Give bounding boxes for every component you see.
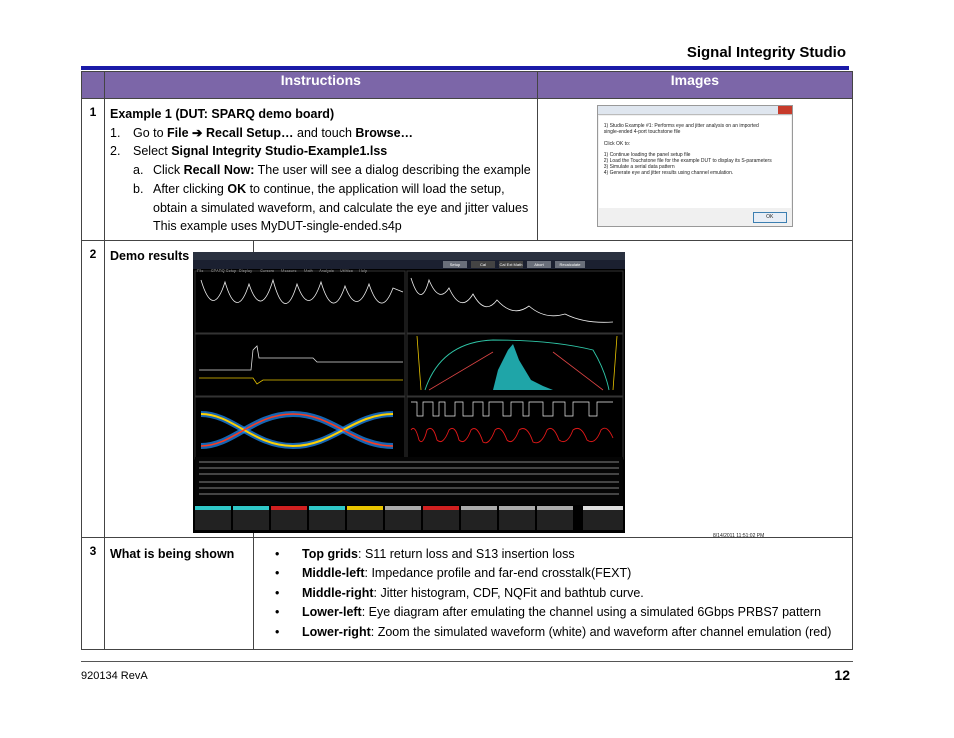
step-button-name: OK	[227, 181, 247, 196]
row2-title: Demo results	[110, 248, 190, 263]
list-item	[275, 584, 852, 603]
scope-cal-button: Cal	[471, 261, 495, 268]
row3-title: What is being shown	[110, 546, 235, 561]
step-2b-cont: obtain a simulated waveform, and calculate the eye and jitter values	[153, 200, 529, 215]
measurement-row	[199, 481, 619, 483]
row-number: 2	[82, 240, 105, 537]
dialog-text: single-ended 4-port touchstone file	[603, 129, 681, 135]
list-item	[275, 603, 852, 622]
bullet-label: Lower-right	[302, 624, 371, 639]
scope-timestamp: 8/14/2011 11:51:02 PM	[713, 532, 765, 539]
s13-trace	[411, 278, 613, 322]
channel-chip	[309, 506, 345, 530]
zoom-red-trace	[411, 428, 613, 443]
measurement-row	[199, 461, 619, 463]
step-text: and touch	[293, 125, 356, 140]
doc-id: 920134 RevA	[81, 670, 148, 682]
channel-chip	[423, 506, 459, 530]
dialog-ok-button: OK	[753, 212, 787, 223]
step-2b-note: This example uses MyDUT-single-ended.s4p	[153, 219, 402, 234]
step-2a	[110, 161, 531, 180]
channel-chip	[195, 506, 231, 530]
bullet-label: Lower-left	[302, 605, 362, 620]
shown-bullet-list	[253, 538, 852, 642]
scope-setup-button: Setup	[443, 261, 467, 268]
list-item	[275, 623, 852, 642]
channel-chip	[537, 506, 573, 530]
menu-file: File	[197, 267, 204, 273]
header-rule	[81, 66, 849, 70]
measurement-row	[199, 493, 619, 495]
menu-display: Display	[239, 267, 253, 273]
menu-help: Help	[359, 267, 368, 273]
measurement-row	[199, 473, 619, 475]
close-icon	[778, 106, 792, 114]
step-1	[110, 124, 531, 143]
panel-zoom	[407, 397, 623, 459]
panel-eye	[195, 397, 405, 459]
dialog-text: 2) Load the Touchstone file for the example DUT to display its S-parameters	[603, 158, 772, 164]
channel-chip	[385, 506, 421, 530]
step-file-name: Signal Integrity Studio-Example1.lss	[171, 144, 388, 159]
s11-trace	[201, 280, 403, 304]
step-text: Go to	[133, 125, 168, 140]
step-number: 2.	[110, 144, 121, 159]
dialog-text: 1) Studio Example #1: Performs eye and jitter analysis on an imported	[603, 123, 759, 129]
step-number: a.	[133, 163, 144, 178]
channel-chip	[233, 506, 269, 530]
measurement-table-graphic	[195, 457, 623, 505]
bullet-label: Middle-left	[302, 566, 365, 581]
doc-title: Signal Integrity Studio	[686, 44, 846, 61]
menu-utilities: Utilities	[340, 267, 353, 273]
dialog-body	[599, 116, 791, 208]
row3-content	[105, 537, 853, 649]
step-2b	[110, 180, 531, 199]
table-row	[82, 537, 853, 649]
row1-image-cell	[537, 99, 852, 241]
dialog-titlebar	[598, 106, 792, 115]
fext-trace	[199, 378, 403, 384]
measurement-row	[199, 467, 619, 469]
jitter-histogram	[493, 344, 553, 390]
instructions-table	[81, 71, 853, 650]
menu-analysis: Analysis	[319, 267, 334, 273]
step-text: Select	[133, 144, 172, 159]
list-item	[275, 545, 852, 564]
row-number: 1	[82, 99, 105, 241]
dialog-text: 3) Simulate a serial data pattern	[603, 164, 675, 170]
menu-measure: Measure	[281, 267, 297, 273]
header-instructions: Instructions	[105, 72, 538, 99]
row2-content	[105, 240, 853, 537]
scope-menubar	[193, 252, 625, 260]
zoom-white-trace	[411, 402, 613, 416]
scope-cal-ext-button: Cal Ext Math	[499, 261, 523, 267]
bullet-text: : S11 return loss and S13 insertion loss	[358, 546, 575, 561]
channel-chip	[271, 506, 307, 530]
measurement-row	[199, 487, 619, 489]
row1-instructions	[105, 99, 538, 241]
panel-s13	[407, 271, 623, 333]
step-menu-path: File ➔ Recall Setup…	[167, 125, 294, 140]
scope-waveform-panels	[193, 270, 625, 460]
scope-toolbar	[193, 260, 625, 273]
table-row	[82, 99, 853, 241]
bullet-text: : Jitter histogram, CDF, NQFit and bathtub curve.	[373, 585, 644, 600]
dialog-text: 4) Generate eye and jitter results using channel emulation.	[603, 170, 734, 176]
panel-s11	[195, 271, 405, 333]
channel-chip	[499, 506, 535, 530]
dialog-text: Click OK to:	[603, 141, 631, 147]
table-header-row	[82, 72, 853, 99]
step-text: to continue, the application will load the setup,	[246, 181, 505, 196]
table-row	[82, 240, 853, 537]
step-2	[110, 142, 531, 161]
scope-channel-chips	[195, 506, 623, 532]
channel-chip	[461, 506, 497, 530]
studio-dialog-screenshot	[597, 105, 793, 227]
bullet-text: : Impedance profile and far-end crosstalk(FEXT)	[364, 566, 632, 581]
step-text: Click	[153, 163, 184, 178]
row-number: 3	[82, 537, 105, 649]
row3-divider	[253, 537, 254, 650]
header-num-cell	[82, 72, 105, 99]
list-item	[275, 564, 852, 583]
step-number: b.	[133, 181, 144, 196]
step-button-name: Recall Now:	[183, 163, 255, 178]
scope-recalculate-button: Recalculate	[555, 261, 585, 268]
page-number: 12	[834, 667, 850, 683]
scope-abort-button: Abort	[527, 261, 551, 268]
impedance-trace	[199, 346, 403, 370]
scope-screenshot	[193, 252, 625, 533]
step-text: The user will see a dialog describing the example	[254, 163, 531, 178]
bullet-text: : Eye diagram after emulating the channel using a simulated 6Gbps PRBS7 pattern	[361, 605, 822, 620]
status-chip	[583, 506, 623, 530]
menu-math: Math	[304, 267, 313, 273]
step-number: 1.	[110, 125, 121, 140]
dialog-text: 1) Continue loading the panel setup file	[603, 152, 691, 158]
step-button-name: Browse…	[355, 125, 414, 140]
bullet-text: : Zoom the simulated waveform (white) and waveform after channel emulation (red)	[370, 624, 832, 639]
header-images: Images	[537, 72, 852, 99]
step-text: After clicking	[153, 181, 228, 196]
panel-impedance	[195, 334, 405, 396]
row1-title: Example 1 (DUT: SPARQ demo board)	[110, 107, 335, 121]
menu-cursors: Cursors	[260, 267, 275, 273]
bullet-label: Top grids	[302, 546, 359, 561]
bullet-label: Middle-right	[302, 585, 374, 600]
scope-measurements	[195, 457, 623, 505]
footer-rule	[81, 661, 853, 662]
channel-chip	[347, 506, 383, 530]
menu-sparq-setup: SPARQ Setup	[211, 267, 237, 273]
